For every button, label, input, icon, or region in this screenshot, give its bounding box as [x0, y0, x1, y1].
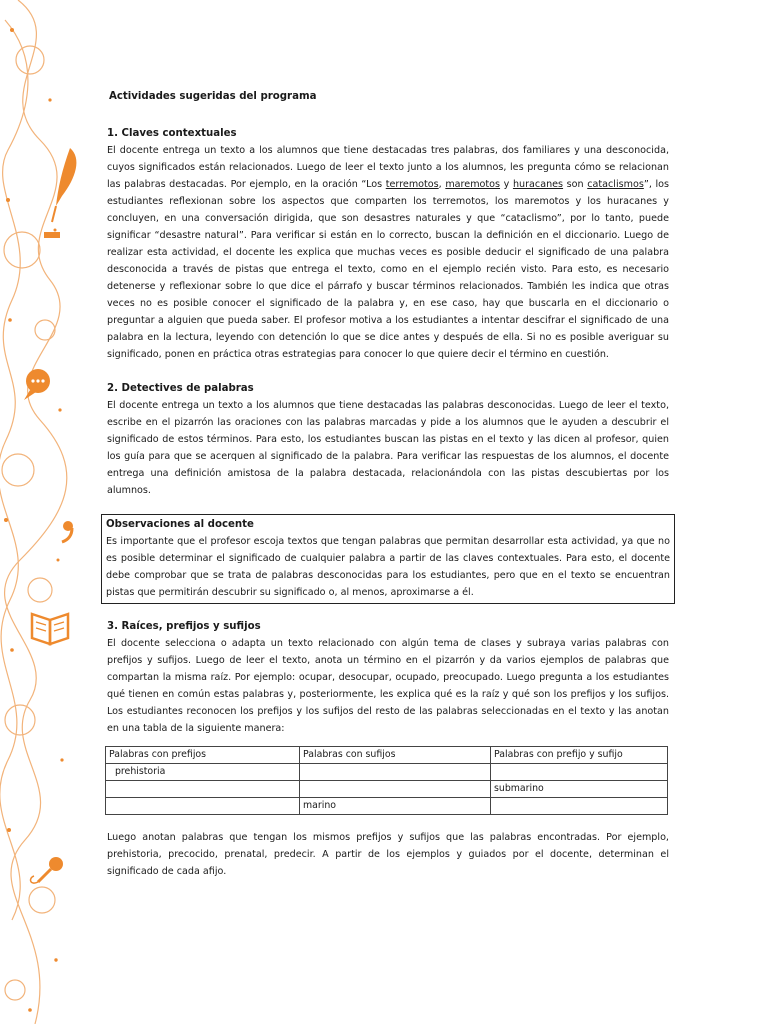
- underlined-word: maremotos: [445, 179, 501, 190]
- table-row: [106, 764, 668, 781]
- table-row: [106, 798, 668, 815]
- table-cell: submarino: [491, 781, 668, 798]
- quill-pen-icon: [44, 148, 76, 238]
- section-claves-contextuales: [107, 125, 669, 363]
- table-header-cell: Palabras con sufijos: [300, 747, 491, 764]
- section-detectives-de-palabras: [107, 380, 669, 499]
- comma-icon: [62, 521, 73, 542]
- section-heading: 1. Claves contextuales: [107, 128, 237, 139]
- document-body: [107, 88, 669, 880]
- underlined-word: cataclismos: [587, 179, 644, 190]
- section-raices-prefijos-sufijos: [107, 618, 669, 880]
- text-span: ,: [438, 179, 446, 190]
- table-header-cell: Palabras con prefijo y sufijo: [491, 747, 668, 764]
- section-paragraph: Luego anotan palabras que tengan los mismos prefijos y sufijos que las palabras encontradas. Por ejemplo, prehistoria, precocido, prenatal, predecir. A partir de los ejemplos y guiados por el docente, determinan el significado de cada afijo.: [107, 832, 669, 877]
- section-heading: 2. Detectives de palabras: [107, 383, 254, 394]
- text-span: El docente entrega un texto a los alumnos que tiene destacadas tres palabras, dos familiares y una desconocida, cuyos significados están relacionados. Luego de leer el texto junto a los alumnos, les pregunta cómo se relacionan las palabras destacadas. Por ejemplo, en la oración “Los: [107, 145, 669, 190]
- section-paragraph: El docente selecciona o adapta un texto relacionado con algún tema de clases y subraya varias palabras con prefijos y sufijos. Luego de leer el texto, anota un término en el pizarrón y da varios ejemplos de palabras que compartan la misma raíz. Por ejemplo: ocupar, desocupar, ocupado, preocupado. Luego pregunta a los estudiantes qué tienen en común estas palabras y, posteriormente, les explica qué es la raíz y qué son los prefijos y los sufijos. Los estudiantes reconocen los prefijos y los sufijos del resto de las palabras seleccionadas en el texto y las anotan en una tabla de la siguiente manera:: [107, 638, 669, 734]
- text-span: ”, los estudiantes reflexionan sobre los aspectos que comparten los terremotos, los maremotos y los huracanes y concluyen, en una conversación dirigida, que son desastres naturales y que “cataclismo”, por lo tanto, puede significar “desastre natural”. Para verificar si están en lo correcto, buscan la definición en el diccionario. Luego de realizar esta actividad, el docente les explica que muchas veces es posible deducir el significado de una palabra desconocida a través de pistas que entrega el texto, como en el ejemplo recién visto. Para esto, es necesario detenerse y reflexionar sobre lo que dice el párrafo y buscar términos relacionados. También les indica que otras veces no es posible conocer el significado de la palabra y, en ese caso, hay que buscarla en el diccionario o preguntar a alguien que pueda saber. El profesor motiva a los estudiantes a intentar descifrar el significado de una palabra en la lectura, leyendo con detención lo que se dice antes y después de ella. Si no es posible averiguar su significado, ponen en práctica otras estrategias para conocer lo que quiere decir el término en cuestión.: [107, 179, 669, 360]
- section-paragraph: [107, 142, 669, 363]
- table-header-cell: Palabras con prefijos: [106, 747, 300, 764]
- speech-bubble-icon: [24, 369, 50, 400]
- section-paragraph: El docente entrega un texto a los alumnos que tiene destacadas las palabras desconocidas. Luego de leer el texto, escribe en el pizarrón las oraciones con las palabras marcadas y pide a los alumnos que le ayuden a descubrir el significado de estos términos. Para esto, los estudiantes buscan las pistas en el texto y las dicen al profesor, quien los guía para que se acerquen al significado de la palabra. Para verificar las respuestas de los alumnos, el docente entrega una definición amistosa de la palabra destacada, relacionándola con las pistas descubiertas por los alumnos.: [107, 400, 669, 496]
- margin-decoration: [0, 0, 100, 1024]
- box-heading: Observaciones al docente: [106, 519, 254, 530]
- observaciones-box: [101, 514, 675, 604]
- table-cell: marino: [300, 798, 491, 815]
- table-cell: [491, 798, 668, 815]
- table-cell: [491, 764, 668, 781]
- table-cell: prehistoria: [106, 764, 300, 781]
- page-title: Actividades sugeridas del programa: [109, 91, 317, 102]
- table-cell: [106, 798, 300, 815]
- underlined-word: huracanes: [512, 179, 564, 190]
- table-cell: [300, 781, 491, 798]
- table-header-row: [106, 747, 668, 764]
- microphone-icon: [31, 857, 63, 883]
- text-span: y: [500, 179, 513, 190]
- box-paragraph: Es importante que el profesor escoja textos que tengan palabras que permitan desarrollar esta actividad, ya que no es posible determinar el significado de cualquier palabra a partir de las claves contextuales. Para esto, el docente debe comprobar que se trata de palabras desconocidas para los estudiantes, pero que en el texto se encuentran pistas que permitirán descubrir su significado o, al menos, aproximarse a él.: [106, 536, 670, 598]
- table-row: [106, 781, 668, 798]
- text-span: son: [563, 179, 588, 190]
- underlined-word: terremotos: [385, 179, 439, 190]
- section-heading: 3. Raíces, prefijos y sufijos: [107, 621, 261, 632]
- open-book-icon: [32, 614, 68, 644]
- table-cell: [106, 781, 300, 798]
- affix-table: [105, 746, 668, 815]
- table-cell: [300, 764, 491, 781]
